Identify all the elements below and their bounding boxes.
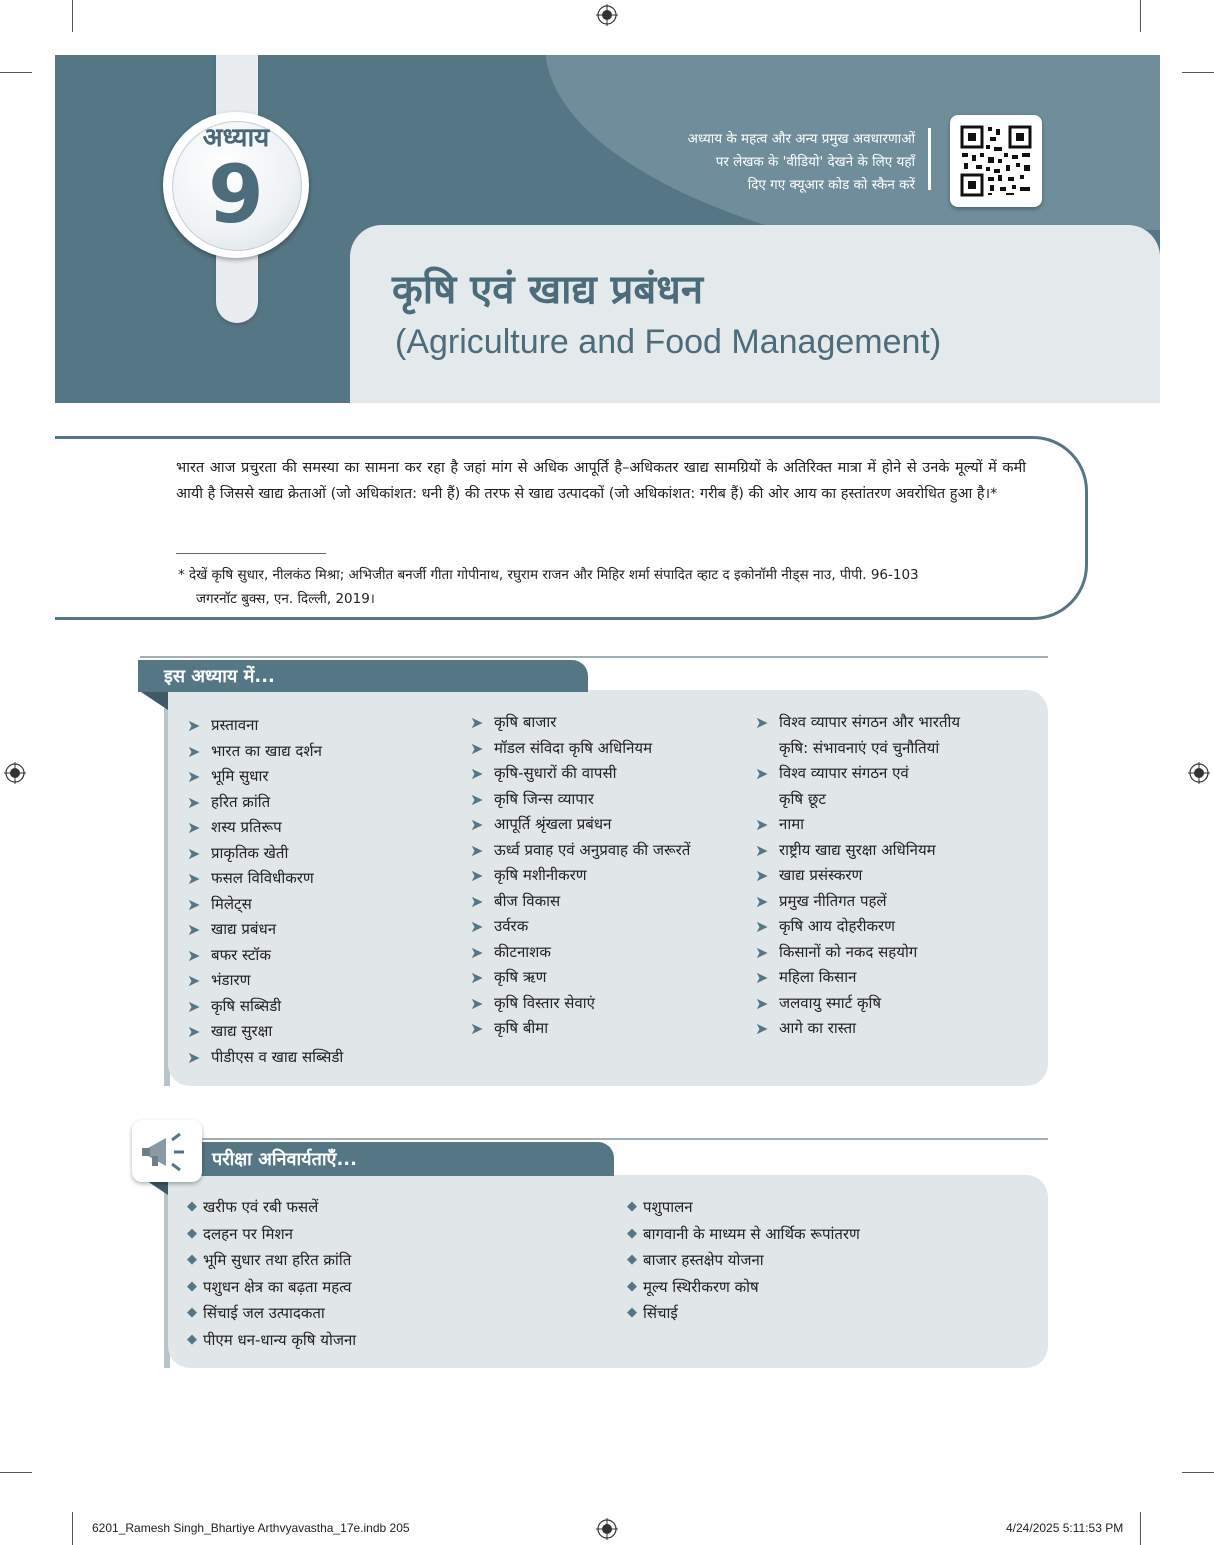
list-item	[187, 815, 457, 841]
list-item	[755, 965, 1045, 991]
list-item-label: शस्य प्रतिरूप	[211, 818, 282, 836]
list-item	[187, 764, 457, 790]
diamond-bullet-icon: ◆	[627, 1278, 637, 1294]
list-item	[187, 1247, 567, 1274]
megaphone-icon	[132, 1120, 202, 1182]
arrow-bullet-icon: ➤	[187, 920, 201, 939]
list-item-label: खाद्य सुरक्षा	[211, 1022, 273, 1040]
list-item	[187, 1327, 567, 1354]
list-item	[187, 943, 457, 969]
list-item	[755, 812, 1045, 838]
arrow-bullet-icon: ➤	[755, 815, 769, 834]
list-item-label: कृषि छूट	[779, 789, 826, 808]
list-item-label: खाद्य प्रबंधन	[211, 920, 277, 938]
list-item-label: फसल विविधीकरण	[211, 869, 314, 887]
arrow-bullet-icon: ➤	[470, 764, 484, 783]
list-item-label: प्रस्तावना	[211, 716, 259, 734]
list-item	[755, 1016, 1045, 1042]
registration-mark-icon	[4, 762, 26, 784]
arrow-bullet-icon: ➤	[187, 894, 201, 914]
list-item	[187, 866, 457, 892]
list-item	[470, 787, 760, 813]
list-item	[187, 739, 457, 765]
arrow-bullet-icon: ➤	[187, 1047, 201, 1067]
list-item-label: राष्ट्रीय खाद्य सुरक्षा अधिनियम	[779, 840, 936, 859]
exam-heading: परीक्षा अनिवार्यताएँ...	[138, 1142, 614, 1176]
list-item	[755, 838, 1045, 864]
list-item	[187, 1019, 457, 1045]
contents-column-2	[470, 710, 760, 1042]
arrow-bullet-icon: ➤	[470, 840, 484, 860]
list-item	[627, 1221, 1007, 1248]
arrow-bullet-icon: ➤	[755, 1019, 769, 1038]
arrow-bullet-icon: ➤	[187, 767, 201, 786]
exam-column-1	[187, 1194, 567, 1354]
arrow-bullet-icon: ➤	[470, 866, 484, 885]
diamond-bullet-icon: ◆	[627, 1225, 637, 1241]
list-item	[470, 1016, 760, 1042]
arrow-bullet-icon: ➤	[187, 996, 201, 1016]
registration-mark-icon	[596, 1518, 618, 1540]
arrow-bullet-icon: ➤	[755, 840, 769, 860]
print-timestamp: 4/24/2025 5:11:53 PM	[1006, 1521, 1124, 1535]
list-item	[627, 1194, 1007, 1221]
list-item-label: पशुधन क्षेत्र का बढ़ता महत्व	[203, 1277, 352, 1296]
arrow-bullet-icon: ➤	[187, 716, 201, 735]
list-item-label: कृषि जिन्स व्यापार	[494, 789, 594, 808]
footnote-line: जगरनॉट बुक्स, एन. दिल्ली, 2019।	[196, 591, 375, 607]
list-item-label: पीडीएस व खाद्य सब्सिडी	[211, 1047, 344, 1066]
arrow-bullet-icon: ➤	[470, 891, 484, 911]
list-item-label: जलवायु स्मार्ट कृषि	[779, 993, 882, 1012]
list-item	[627, 1247, 1007, 1274]
list-item	[755, 761, 1045, 812]
list-item-label: कृषि: संभावनाएं एवं चुनौतियां	[779, 738, 940, 757]
list-item	[187, 892, 457, 918]
footnote	[178, 563, 1058, 611]
list-item	[470, 863, 760, 889]
list-item	[187, 841, 457, 867]
list-item	[470, 889, 760, 915]
crop-mark	[72, 0, 73, 32]
list-item	[755, 710, 1045, 761]
list-item-label: कृषि बाजार	[494, 713, 557, 731]
arrow-bullet-icon: ➤	[755, 968, 769, 987]
list-item-label: कृषि बीमा	[494, 1019, 549, 1037]
list-item	[627, 1300, 1007, 1327]
diamond-bullet-icon: ◆	[187, 1331, 197, 1347]
list-item	[470, 838, 760, 864]
contents-column-3	[755, 710, 1045, 1042]
list-item-label: भूमि सुधार तथा हरित क्रांति	[203, 1251, 352, 1270]
file-slug: 6201_Ramesh Singh_Bhartiye Arthvyavastha_17e.indb 205	[92, 1521, 410, 1535]
arrow-bullet-icon: ➤	[470, 1019, 484, 1038]
list-item-label: उर्वरक	[494, 917, 529, 935]
arrow-bullet-icon: ➤	[187, 869, 201, 888]
crop-mark	[72, 1512, 73, 1545]
arrow-bullet-icon: ➤	[187, 818, 201, 837]
list-item	[627, 1274, 1007, 1301]
crop-mark	[1182, 1472, 1214, 1473]
diamond-bullet-icon: ◆	[627, 1199, 637, 1214]
list-item	[187, 1221, 567, 1248]
list-item-label: किसानों को नकद सहयोग	[779, 942, 918, 961]
crop-mark	[0, 72, 32, 73]
qr-code-icon	[950, 115, 1042, 207]
list-item-label: मूल्य स्थिरीकरण कोष	[643, 1277, 759, 1296]
in-chapter-heading: इस अध्याय में...	[138, 660, 588, 692]
crop-mark	[1140, 0, 1141, 32]
list-item	[187, 1045, 457, 1071]
crop-mark	[0, 1472, 32, 1473]
list-item	[755, 940, 1045, 966]
arrow-bullet-icon: ➤	[187, 971, 201, 990]
arrow-bullet-icon: ➤	[755, 713, 769, 732]
footnote-line: * देखें कृषि सुधार, नीलकंठ मिश्रा; अभिजीत बनर्जी गीता गोपीनाथ, रघुराम राजन और मिहिर शर्मा संपादित व्हाट द इकोनॉमी नीड्स नाउ, पीपी. 96-103	[178, 567, 919, 583]
list-item-label: आगे का रास्ता	[779, 1019, 857, 1037]
arrow-bullet-icon: ➤	[755, 993, 769, 1013]
chapter-title-hindi: कृषि एवं खाद्य प्रबंधन	[392, 267, 704, 313]
arrow-bullet-icon: ➤	[755, 866, 769, 885]
exam-column-2	[627, 1194, 1007, 1327]
arrow-bullet-icon: ➤	[187, 843, 201, 863]
arrow-bullet-icon: ➤	[470, 789, 484, 809]
registration-mark-icon	[596, 4, 618, 26]
list-item	[755, 863, 1045, 889]
list-item-label: कृषि ऋण	[494, 968, 547, 986]
arrow-bullet-icon: ➤	[470, 942, 484, 962]
arrow-bullet-icon: ➤	[755, 942, 769, 962]
crop-mark	[1182, 72, 1214, 73]
list-item	[470, 965, 760, 991]
arrow-bullet-icon: ➤	[470, 968, 484, 987]
list-item	[187, 1194, 567, 1221]
diamond-bullet-icon: ◆	[187, 1278, 197, 1294]
list-item	[470, 812, 760, 838]
list-item-label: खाद्य प्रसंस्करण	[779, 866, 863, 884]
qr-code[interactable]	[950, 115, 1042, 207]
list-item	[470, 940, 760, 966]
list-item-label: मिलेट्स	[211, 894, 252, 913]
list-item-label: कृषि सब्सिडी	[211, 996, 282, 1015]
diamond-bullet-icon: ◆	[187, 1199, 197, 1214]
diamond-bullet-icon: ◆	[187, 1252, 197, 1268]
qr-note-line: दिए गए क्यूआर कोड को स्कैन करें	[747, 177, 915, 193]
list-item-label: सिंचाई	[643, 1304, 678, 1323]
list-item-label: ऊर्ध्व प्रवाह एवं अनुप्रवाह की जरूरतें	[494, 840, 691, 859]
diamond-bullet-icon: ◆	[627, 1305, 637, 1321]
section-rule	[140, 1138, 1048, 1140]
list-item-label: भारत का खाद्य दर्शन	[211, 741, 322, 760]
list-item	[470, 710, 760, 736]
arrow-bullet-icon: ➤	[755, 917, 769, 936]
list-item-label: दलहन पर मिशन	[203, 1224, 293, 1243]
diamond-bullet-icon: ◆	[187, 1305, 197, 1321]
list-item	[187, 994, 457, 1020]
chapter-title-english: (Agriculture and Food Management)	[395, 323, 942, 361]
arrow-bullet-icon: ➤	[470, 993, 484, 1013]
list-item	[187, 790, 457, 816]
qr-note-line: पर लेखक के 'वीडियो' देखने के लिए यहाँ	[715, 154, 915, 170]
list-item	[187, 713, 457, 739]
list-item	[187, 1274, 567, 1301]
list-item-label: बागवानी के माध्यम से आर्थिक रूपांतरण	[643, 1224, 860, 1243]
diamond-bullet-icon: ◆	[187, 1225, 197, 1241]
list-item-label: प्रमुख नीतिगत पहलें	[779, 891, 887, 910]
list-item	[755, 914, 1045, 940]
list-item-label: हरित क्रांति	[211, 792, 271, 811]
list-item-label: विश्व व्यापार संगठन और भारतीय	[779, 713, 961, 731]
arrow-bullet-icon: ➤	[187, 741, 201, 761]
list-item	[187, 917, 457, 943]
quote-text: भारत आज प्रचुरता की समस्या का सामना कर रहा है जहां मांग से अधिक आपूर्ति है–अधिकतर खाद्य सामग्रियों के अतिरिक्त मात्रा में होने से उनके मूल्यों में कमी आयी है जिससे खाद्य क्रेताओं (जो अधिकांशत: धनी हैं) की तरफ से खाद्य उत्पादकों (जो अधिकांशत: गरीब हैं) की ओर आय का हस्तांतरण अवरोधित हुआ है।*	[176, 460, 1026, 502]
arrow-bullet-icon: ➤	[470, 917, 484, 936]
arrow-bullet-icon: ➤	[755, 891, 769, 911]
list-item-label: खरीफ एवं रबी फसलें	[203, 1198, 319, 1216]
list-item-label: महिला किसान	[779, 968, 857, 986]
section-rule	[140, 656, 1048, 658]
list-item-label: आपूर्ति श्रृंखला प्रबंधन	[494, 815, 612, 833]
list-item-label: प्राकृतिक खेती	[211, 843, 289, 862]
list-item-label: भंडारण	[211, 971, 251, 989]
tab-fold-icon	[138, 690, 168, 710]
list-item-label: कृषि विस्तार सेवाएं	[494, 993, 595, 1012]
list-item-label: विश्व व्यापार संगठन एवं	[779, 764, 909, 782]
megaphone-badge	[132, 1120, 202, 1182]
footnote-rule	[176, 553, 326, 554]
diamond-bullet-icon: ◆	[627, 1252, 637, 1268]
arrow-bullet-icon: ➤	[187, 945, 201, 965]
list-item-label: सिंचाई जल उत्पादकता	[203, 1304, 325, 1323]
list-item-label: भूमि सुधार	[211, 767, 269, 785]
list-item	[755, 991, 1045, 1017]
registration-mark-icon	[1188, 762, 1210, 784]
qr-separator	[928, 128, 931, 190]
list-item-label: पशुपालन	[643, 1198, 693, 1216]
chapter-number: 9	[208, 148, 264, 241]
list-item-label: नामा	[779, 815, 805, 833]
list-item	[470, 991, 760, 1017]
crop-mark	[1140, 1512, 1141, 1545]
list-item-label: कीटनाशक	[494, 942, 551, 961]
list-item-label: कृषि मशीनीकरण	[494, 866, 587, 884]
list-item-label: मॉडल संविदा कृषि अधिनियम	[494, 738, 653, 757]
list-item-label: कृषि-सुधारों की वापसी	[494, 764, 617, 782]
list-item	[470, 736, 760, 762]
list-item-label: बीज विकास	[494, 891, 561, 910]
arrow-bullet-icon: ➤	[470, 815, 484, 834]
chapter-label: अध्याय	[202, 123, 270, 153]
arrow-bullet-icon: ➤	[187, 1022, 201, 1041]
list-item	[470, 914, 760, 940]
contents-column-1	[187, 713, 457, 1070]
list-item	[470, 761, 760, 787]
list-item-label: बाजार हस्तक्षेप योजना	[643, 1251, 764, 1270]
arrow-bullet-icon: ➤	[187, 792, 201, 812]
list-item	[755, 889, 1045, 915]
list-item-label: पीएम धन-धान्य कृषि योजना	[203, 1330, 357, 1349]
qr-note-line: अध्याय के महत्व और अन्य प्रमुख अवधारणाओं	[687, 131, 915, 147]
arrow-bullet-icon: ➤	[470, 738, 484, 758]
list-item	[187, 1300, 567, 1327]
list-item	[187, 968, 457, 994]
arrow-bullet-icon: ➤	[755, 764, 769, 783]
qr-instructions	[600, 128, 915, 197]
arrow-bullet-icon: ➤	[470, 713, 484, 732]
list-item-label: कृषि आय दोहरीकरण	[779, 917, 895, 935]
list-item-label: बफर स्टॉक	[211, 945, 271, 964]
